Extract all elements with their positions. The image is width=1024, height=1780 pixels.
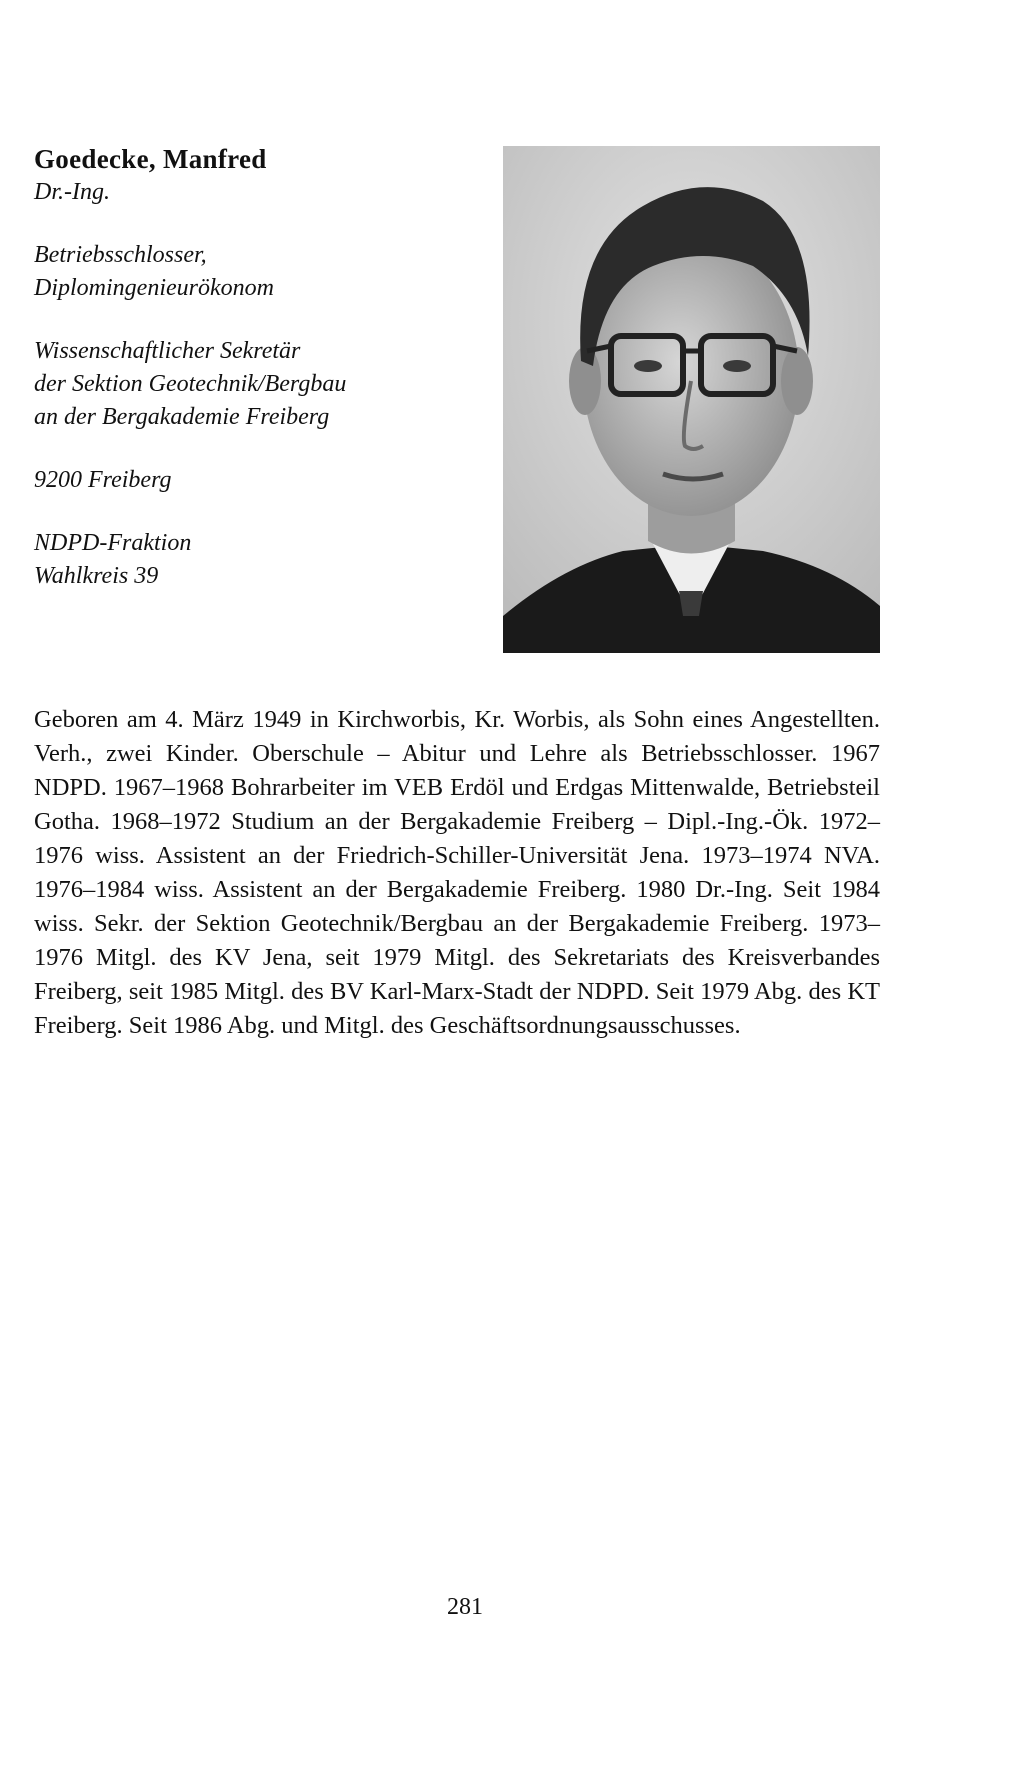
- page-number: 281: [447, 1594, 483, 1620]
- portrait-photo: [503, 146, 880, 653]
- position-line: Wissenschaftlicher Sekretär: [34, 338, 301, 364]
- faction: NDPD-Fraktion: [34, 530, 192, 556]
- profession-line: Diplomingenieurökonom: [34, 275, 274, 301]
- academic-title: Dr.-Ing.: [34, 179, 110, 205]
- entry-header: [34, 142, 494, 593]
- position-block: [34, 335, 494, 434]
- biography-text: Geboren am 4. März 1949 in Kirchworbis, Kr. Worbis, als Sohn eines Angestellten. Verh., zwei Kinder. Oberschule – Abitur und Lehre als Betriebsschlosser. 1967 NDPD. 1967–1968 Bohrarbeiter im VEB Erdöl und Erdgas Mittenwalde, Betriebsteil Gotha. 1968–1972 Studium an der Bergakademie Freiberg – Dipl.-Ing.-Ök. 1972–1976 wiss. Assistent an der Friedrich-Schiller-Universität Jena. 1973–1974 NVA. 1976–1984 wiss. Assistent an der Bergakademie Freiberg. 1980 Dr.-Ing. Seit 1984 wiss. Sekr. der Sektion Geotechnik/Bergbau an der Bergakademie Freiberg. 1973–1976 Mitgl. des KV Jena, seit 1979 Mitgl. des Sekretariats des Kreisverbandes Freiberg, seit 1985 Mitgl. des BV Karl-Marx-Stadt der NDPD. Seit 1979 Abg. des KT Freiberg. Seit 1986 Abg. und Mitgl. des Geschäftsordnungsausschusses.: [34, 706, 880, 1039]
- position-line: an der Bergakademie Freiberg: [34, 404, 330, 430]
- person-name: Goedecke, Manfred: [34, 144, 267, 174]
- professions-block: [34, 239, 494, 305]
- faction-block: [34, 527, 494, 593]
- portrait-photo-icon: [503, 146, 880, 653]
- profession-line: Betriebsschlosser,: [34, 242, 207, 268]
- residence-block: [34, 464, 494, 497]
- constituency: Wahlkreis 39: [34, 563, 159, 589]
- position-line: der Sektion Geotechnik/Bergbau: [34, 371, 347, 397]
- residence: 9200 Freiberg: [34, 467, 172, 493]
